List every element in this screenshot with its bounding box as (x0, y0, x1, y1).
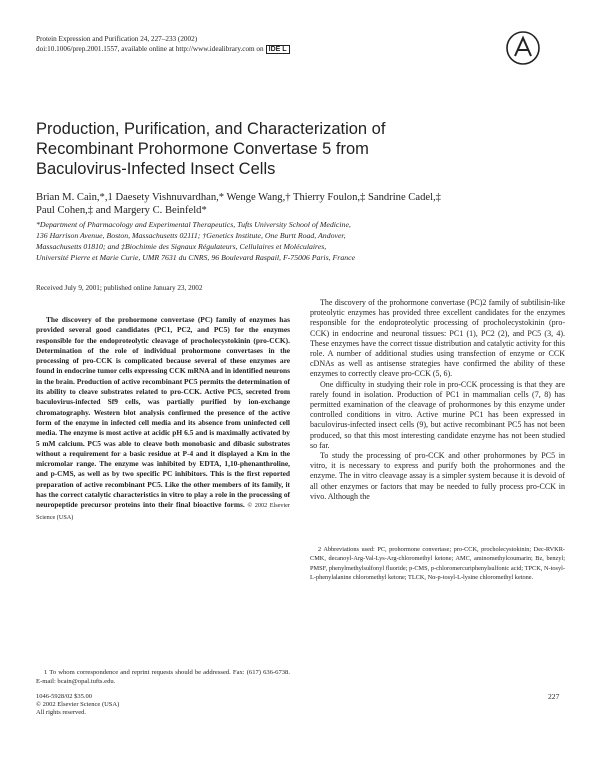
ideal-logo: IDE L (266, 45, 290, 54)
footnote-abbreviations: 2 Abbreviations used: PC, prohormone convertase; pro-CCK, procholecystokinin; Dec-RVKR-CMK, decanoyl-Arg-Val-Lys-Arg-chloromethyl ketone; AMC, aminomethylcoumarin; Bz, benzyl; PMSF, phenylmethylsulfonyl fluoride; p-CMS, p-chloromercuriphenylsulfonic acid; TPCK, N-tosyl-L-phenylalanine chloromethyl ketone; TLCK, Nα-p-tosyl-L-lysine chloromethyl ketone. (310, 546, 565, 581)
left-column (36, 315, 290, 523)
title-line: Recombinant Prohormone Convertase 5 from (36, 140, 369, 158)
right-column (310, 298, 565, 502)
affiliations (36, 219, 576, 263)
authors-line: Brian M. Cain,*,1 Daesety Vishnuvardhan,* Wenge Wang,† Thierry Foulon,‡ Sandrine Cadel,‡ (36, 192, 441, 203)
copyright-note: © 2002 Elsevier Science (USA) (36, 502, 290, 521)
page-number: 227 (548, 692, 560, 701)
body-paragraph: The discovery of the prohormone convertase (PC)2 family of subtilisin-like proteolytic enzymes has provided three excellent candidates for the enzymes responsible for the endoproteolytic processing of procholecystokinin (pro-CCK) in endocrine and neuronal tissues: PC1 (1), PC2 (2), and PC5 (3, 4). These enzymes have the correct tissue distribution and catalytic activity for this role. A number of additional studies using transfection of enzyme or CCK cDNAs as well as antisense strategies have confirmed the ability of these enzymes to correctly cleave pro-CCK (5, 6). (310, 298, 565, 379)
affiliation-line: Massachusetts 01810; and ‡Biochimie des Signaux Régulateurs, Cellulaires et Moléculaires, (36, 242, 327, 251)
journal-line: Protein Expression and Purification 24, 227–233 (2002) (36, 35, 198, 43)
imprint (36, 693, 119, 718)
footnote-correspondence: 1 To whom correspondence and reprint requests should be addressed. Fax: (617) 636-6738. E-mail: bcain@opal.tufts.edu. (36, 669, 290, 685)
imprint-line: All rights reserved. (36, 709, 87, 717)
title-line: Production, Purification, and Characterization of (36, 120, 386, 138)
authors-line: Paul Cohen,‡ and Margery C. Beinfeld* (36, 205, 207, 216)
running-header (36, 35, 476, 54)
abstract: The discovery of the prohormone convertase (PC) family of enzymes has provided several good candidates (PC1, PC2, and PC5) for the enzymes responsible for the endoproteolytic cleavage of procholecystokinin (pro-CCK). Determination of the role of individual prohormone convertases in the processing of pro-CCK is complicated because several of these enzymes are found in endocrine tumor cells expressing CCK mRNA and in identified neurons in the brain. Production of active recombinant PC5 permits the determination of its ability to cleave substrates related to pro-CCK. Active PC5, secreted from baculovirus-infected Sf9 cells, was partially purified by ion-exchange chromatography. Western blot analysis confirmed the presence of the active form of the enzyme in infected cell media and its absence from uninfected cell media. The enzyme is most active at acidic pH 6.5 and is maximally activated by 5 mM calcium. PC5 was able to cleave both monobasic and dibasic substrates without a requirement for a basic residue at P-4 and it displayed a Km in the micromolar range. The enzyme was inhibited by EDTA, 1,10-phenanthroline, and p-CMS, as well as by two specific PC inhibitors. This is the first reported preparation of active recombinant PC5. Like the other members of its family, it has the correct catalytic characteristics in vitro to play a role in the processing of neuropeptide precursor proteins into their final bioactive forms. © 2002 Elsevier Science (USA) (36, 315, 290, 521)
affiliation-line: 136 Harrison Avenue, Boston, Massachusetts 02111; †Genetics Institute, One Burtt Road, Andover, (36, 231, 346, 240)
affiliation-line: Université Pierre et Marie Curie, UMR 7631 du CNRS, 96 Boulevard Raspail, F-75006 Paris, France (36, 253, 356, 262)
body-paragraph: To study the processing of pro-CCK and other prohormones by PC5 in vitro, it is necessary to express and purify both the prohormones and the enzyme. The in vitro cleavage assay is a simpler system because it is devoid of all other enzymes or factors that may be needed to fully process pro-CCK in vivo. Although the (310, 451, 565, 501)
article-title (36, 119, 506, 179)
title-line: Baculovirus-Infected Insect Cells (36, 160, 276, 178)
imprint-line: 1046-5928/02 $35.00 (36, 693, 92, 700)
doi-line: doi:10.1006/prep.2001.1557, available online at http://www.idealibrary.com on IDE L (36, 45, 476, 55)
affiliation-line: *Department of Pharmacology and Experimental Therapeutics, Tufts University School of Medicine, (36, 220, 351, 229)
received-date: Received July 9, 2001; published online January 23, 2002 (36, 284, 203, 292)
body-paragraph: One difficulty in studying their role in pro-CCK processing is that they are rarely found in isolation. Production of PC1 in mammalian cells (7, 8) has permitted examination of the cleavage of prohormones by this enzyme under controlled conditions in vitro. Active murine PC1 has been expressed in baculovirus-infected insect cells (9), but active recombinant PC5 has not been produced, so that this most interesting candidate enzyme has not been studied so far. (310, 379, 565, 450)
publisher-logo-icon (503, 28, 543, 68)
author-list (36, 191, 566, 217)
imprint-line: © 2002 Elsevier Science (USA) (36, 701, 120, 709)
